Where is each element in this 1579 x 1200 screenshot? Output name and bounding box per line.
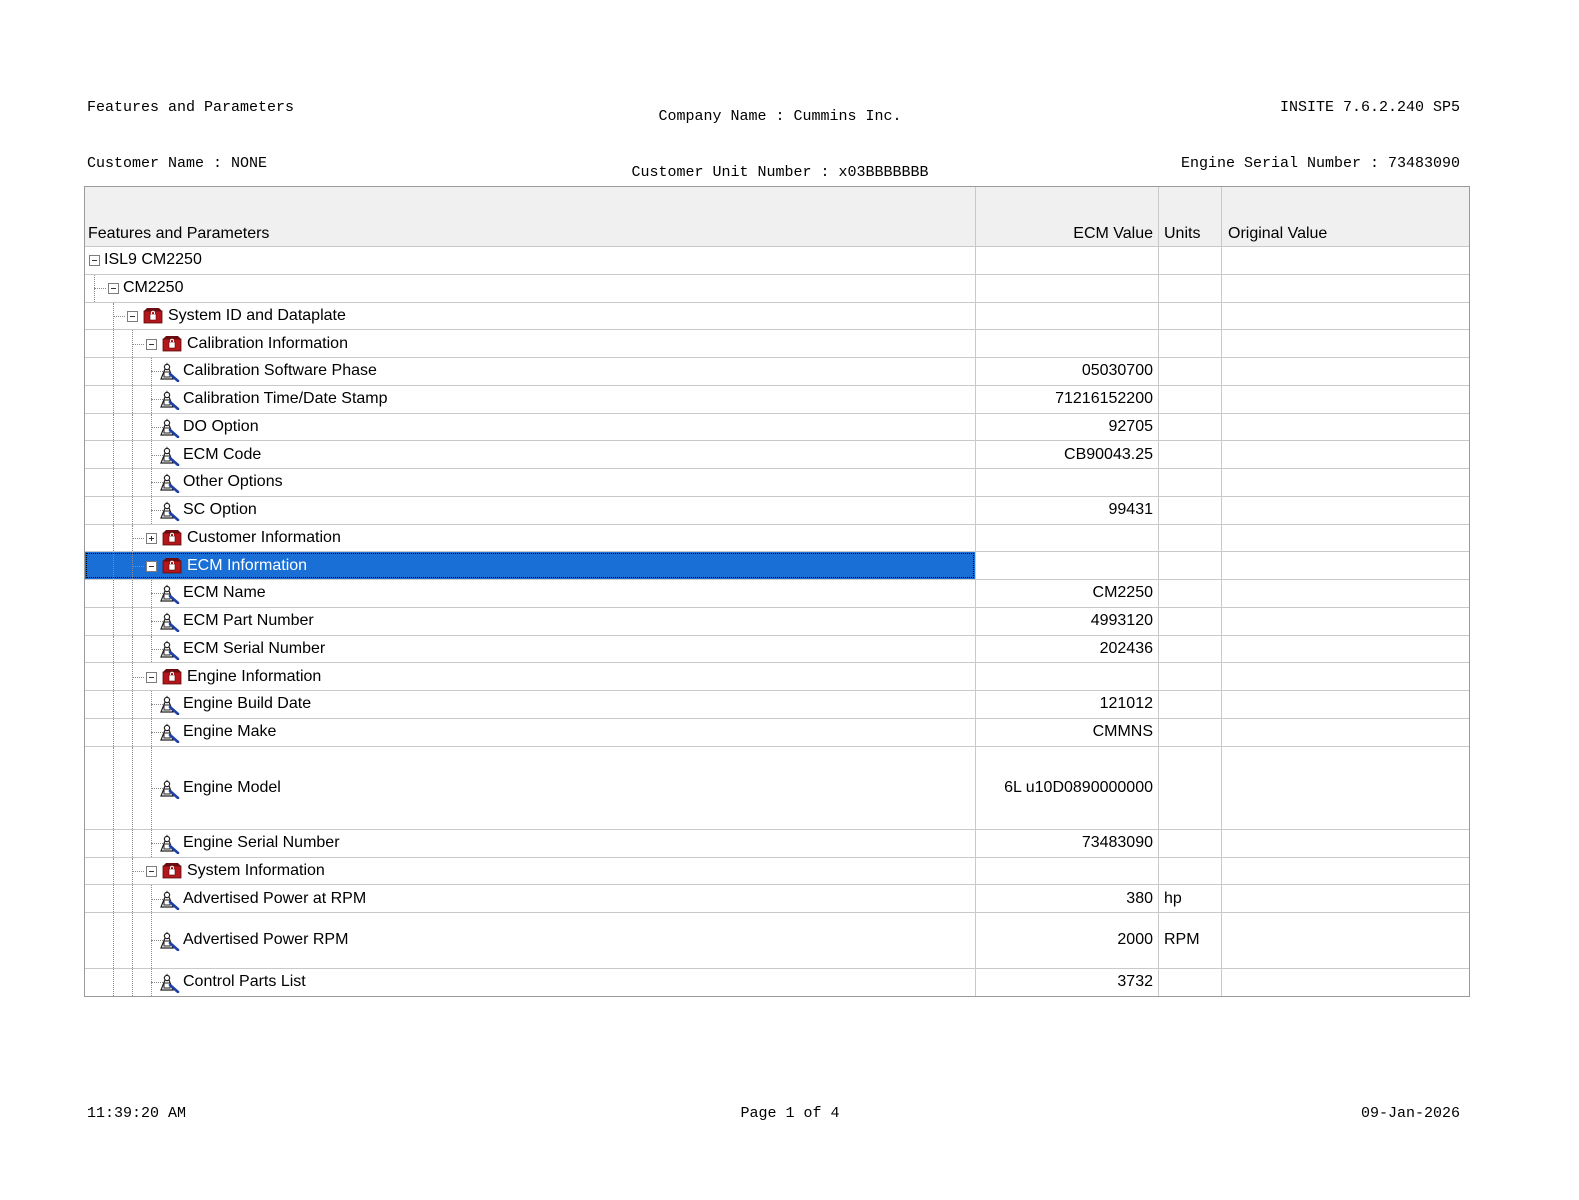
tree-guide-line xyxy=(113,414,114,441)
tree-row[interactable] xyxy=(85,247,1469,275)
units-cell xyxy=(1159,580,1222,607)
tree-branch-line xyxy=(132,677,144,678)
tree-row[interactable] xyxy=(85,275,1469,303)
original-value-cell xyxy=(1222,719,1469,746)
customer-name: Customer Name : NONE xyxy=(87,154,268,172)
tree-row[interactable] xyxy=(85,386,1469,414)
units-cell xyxy=(1159,719,1222,746)
tree-branch-line xyxy=(113,316,125,317)
tree-row[interactable] xyxy=(85,330,1469,358)
tree-guide-line xyxy=(113,913,114,968)
tree-row[interactable] xyxy=(85,719,1469,747)
parameter-icon xyxy=(158,360,180,382)
units-cell xyxy=(1159,858,1222,885)
tree-guide-line xyxy=(132,608,133,635)
ecm-value-cell: 202436 xyxy=(976,636,1159,663)
tree-node-cell[interactable] xyxy=(85,358,976,385)
ecm-value-cell: 73483090 xyxy=(976,830,1159,857)
tree-node-label: Advertised Power at RPM xyxy=(183,889,367,907)
original-value-cell xyxy=(1222,691,1469,718)
tree-node-cell[interactable] xyxy=(85,441,976,468)
units-cell xyxy=(1159,525,1222,552)
ecm-value-cell: 380 xyxy=(976,885,1159,912)
tree-node-label: ISL9 CM2250 xyxy=(104,251,202,269)
ecm-value-cell: CM2250 xyxy=(976,580,1159,607)
units-cell xyxy=(1159,441,1222,468)
column-header-name[interactable]: Features and Parameters xyxy=(85,187,976,246)
parameter-icon xyxy=(158,971,180,993)
original-value-cell xyxy=(1222,636,1469,663)
tree-branch-line xyxy=(132,871,144,872)
tree-node-cell[interactable] xyxy=(85,663,976,690)
tree-node-cell[interactable] xyxy=(85,580,976,607)
tree-row[interactable] xyxy=(85,969,1469,997)
ecm-value-cell: 3732 xyxy=(976,969,1159,997)
company-name: Company Name : Cummins Inc. xyxy=(658,108,902,125)
tree-node-label: Other Options xyxy=(183,473,283,491)
tree-guide-line xyxy=(113,441,114,468)
original-value-cell xyxy=(1222,969,1469,997)
insite-version: INSITE 7.6.2.240 SP5 xyxy=(1279,99,1460,116)
tree-row[interactable] xyxy=(85,580,1469,608)
ecm-value-cell: 99431 xyxy=(976,497,1159,524)
ecm-value-cell xyxy=(976,552,1159,579)
collapse-toggle-icon[interactable] xyxy=(127,311,138,322)
tree-node-label: Control Parts List xyxy=(183,973,306,991)
tree-row[interactable] xyxy=(85,414,1469,442)
original-value-cell xyxy=(1222,358,1469,385)
units-cell xyxy=(1159,330,1222,357)
original-value-cell xyxy=(1222,441,1469,468)
tree-guide-line xyxy=(113,719,114,746)
tree-guide-line xyxy=(132,414,133,441)
engine-serial-number: Engine Serial Number : 73483090 xyxy=(1180,154,1460,172)
footer-time: 11:39:20 AM xyxy=(87,1105,187,1122)
original-value-cell xyxy=(1222,663,1469,690)
footer-date: 09-Jan-2026 xyxy=(1360,1105,1460,1122)
units-cell xyxy=(1159,358,1222,385)
tree-node-label: Engine Information xyxy=(187,667,322,685)
tree-row[interactable] xyxy=(85,441,1469,469)
units-cell xyxy=(1159,414,1222,441)
tree-guide-line xyxy=(113,969,114,997)
tree-node-label: System ID and Dataplate xyxy=(168,306,346,324)
column-header-ecm-value[interactable]: ECM Value xyxy=(976,187,1159,246)
tree-node-label: Calibration Time/Date Stamp xyxy=(183,390,388,408)
tree-guide-line xyxy=(132,386,133,413)
tree-guide-line xyxy=(113,663,114,690)
units-cell xyxy=(1159,469,1222,496)
original-value-cell xyxy=(1222,303,1469,330)
original-value-cell xyxy=(1222,525,1469,552)
collapse-toggle-icon[interactable] xyxy=(108,283,119,294)
tree-node-cell[interactable] xyxy=(85,636,976,663)
parameter-icon xyxy=(158,388,180,410)
tree-guide-line xyxy=(113,691,114,718)
tree-node-cell[interactable] xyxy=(85,275,976,302)
original-value-cell xyxy=(1222,580,1469,607)
tree-row[interactable] xyxy=(85,913,1469,969)
tree-node-label: ECM Serial Number xyxy=(183,639,326,657)
tree-node-cell[interactable] xyxy=(85,719,976,746)
units-cell xyxy=(1159,747,1222,829)
ecm-value-cell: 121012 xyxy=(976,691,1159,718)
tree-guide-line xyxy=(132,580,133,607)
tree-node-cell[interactable] xyxy=(85,552,976,579)
parameter-icon xyxy=(158,638,180,660)
units-cell xyxy=(1159,275,1222,302)
tree-guide-line xyxy=(113,747,114,829)
collapse-toggle-icon[interactable] xyxy=(146,866,157,877)
locked-folder-icon xyxy=(162,667,182,685)
tree-row[interactable] xyxy=(85,303,1469,331)
tree-row[interactable] xyxy=(85,691,1469,719)
tree-branch-line xyxy=(132,566,144,567)
tree-guide-line xyxy=(132,358,133,385)
parameter-icon xyxy=(158,499,180,521)
parameter-icon xyxy=(158,721,180,743)
tree-node-cell[interactable] xyxy=(85,414,976,441)
tree-node-label: SC Option xyxy=(183,501,257,519)
tree-row[interactable] xyxy=(85,858,1469,886)
original-value-cell xyxy=(1222,885,1469,912)
tree-row[interactable] xyxy=(85,663,1469,691)
tree-node-cell[interactable] xyxy=(85,691,976,718)
tree-guide-line xyxy=(113,636,114,663)
collapse-toggle-icon[interactable] xyxy=(146,339,157,350)
units-cell xyxy=(1159,969,1222,997)
tree-guide-line xyxy=(113,885,114,912)
tree-row[interactable] xyxy=(85,830,1469,858)
units-cell xyxy=(1159,497,1222,524)
ecm-value-cell: 2000 xyxy=(976,913,1159,968)
tree-node-label: ECM Code xyxy=(183,445,262,463)
ecm-value-cell xyxy=(976,663,1159,690)
tree-node-cell[interactable] xyxy=(85,747,976,829)
tree-row[interactable] xyxy=(85,552,1469,580)
expand-toggle-icon[interactable] xyxy=(146,533,157,544)
parameter-icon xyxy=(158,777,180,799)
grid-body xyxy=(85,247,1469,996)
locked-folder-icon xyxy=(162,861,182,879)
tree-node-label: System Information xyxy=(187,861,325,879)
tree-branch-line xyxy=(132,538,144,539)
tree-guide-line xyxy=(132,441,133,468)
tree-node-label: ECM Part Number xyxy=(183,612,314,630)
tree-guide-line xyxy=(113,552,114,579)
parameter-icon xyxy=(158,610,180,632)
tree-branch-line xyxy=(132,344,144,345)
tree-row[interactable] xyxy=(85,885,1469,913)
tree-node-cell[interactable] xyxy=(85,525,976,552)
tree-branch-line xyxy=(94,288,106,289)
tree-guide-line xyxy=(113,525,114,552)
ecm-value-cell: CB90043.25 xyxy=(976,441,1159,468)
tree-node-label: DO Option xyxy=(183,417,259,435)
tree-guide-line xyxy=(113,580,114,607)
units-cell xyxy=(1159,303,1222,330)
grid-header-row xyxy=(85,187,1469,247)
tree-node-cell[interactable] xyxy=(85,885,976,912)
parameter-icon xyxy=(158,888,180,910)
ecm-value-cell xyxy=(976,330,1159,357)
features-parameters-grid xyxy=(84,186,1470,997)
tree-guide-line xyxy=(132,691,133,718)
customer-unit-number: Customer Unit Number : x03BBBBBBB xyxy=(631,163,929,181)
original-value-cell xyxy=(1222,497,1469,524)
original-value-cell xyxy=(1222,414,1469,441)
parameter-icon xyxy=(158,416,180,438)
ecm-value-cell xyxy=(976,469,1159,496)
tree-row[interactable] xyxy=(85,358,1469,386)
original-value-cell xyxy=(1222,275,1469,302)
units-cell: hp xyxy=(1159,885,1222,912)
tree-node-cell[interactable] xyxy=(85,469,976,496)
column-header-original-value[interactable]: Original Value xyxy=(1228,225,1328,242)
collapse-toggle-icon[interactable] xyxy=(146,672,157,683)
tree-node-cell[interactable] xyxy=(85,913,976,968)
tree-guide-line xyxy=(132,913,133,968)
tree-node-label: Engine Make xyxy=(183,723,277,741)
tree-guide-line xyxy=(113,497,114,524)
tree-node-cell[interactable] xyxy=(85,386,976,413)
ecm-value-cell: 6L u10D0890000000 xyxy=(976,747,1159,829)
original-value-cell xyxy=(1222,913,1469,968)
tree-guide-line xyxy=(132,747,133,829)
units-cell xyxy=(1159,247,1222,274)
original-value-cell xyxy=(1222,469,1469,496)
tree-guide-line xyxy=(113,386,114,413)
tree-node-cell[interactable] xyxy=(85,247,976,274)
tree-node-label: Calibration Information xyxy=(187,334,348,352)
tree-row[interactable] xyxy=(85,636,1469,664)
parameter-icon xyxy=(158,929,180,951)
tree-node-label: Engine Build Date xyxy=(183,695,312,713)
units-cell xyxy=(1159,386,1222,413)
parameter-icon xyxy=(158,832,180,854)
tree-guide-line xyxy=(113,608,114,635)
tree-guide-line xyxy=(132,636,133,663)
tree-guide-line xyxy=(113,358,114,385)
original-value-cell xyxy=(1222,552,1469,579)
tree-guide-line xyxy=(132,830,133,857)
parameter-icon xyxy=(158,444,180,466)
original-value-cell xyxy=(1222,608,1469,635)
header-center xyxy=(520,71,1040,201)
original-value-cell xyxy=(1222,386,1469,413)
tree-node-cell[interactable] xyxy=(85,330,976,357)
parameter-icon xyxy=(158,582,180,604)
original-value-cell xyxy=(1222,330,1469,357)
ecm-value-cell: CMMNS xyxy=(976,719,1159,746)
tree-guide-line xyxy=(132,469,133,496)
tree-node-cell[interactable] xyxy=(85,608,976,635)
units-cell xyxy=(1159,691,1222,718)
ecm-value-cell: 71216152200 xyxy=(976,386,1159,413)
tree-node-cell[interactable] xyxy=(85,858,976,885)
ecm-value-cell xyxy=(976,247,1159,274)
ecm-value-cell xyxy=(976,525,1159,552)
ecm-value-cell: 4993120 xyxy=(976,608,1159,635)
units-cell xyxy=(1159,830,1222,857)
tree-guide-line xyxy=(113,858,114,885)
footer-page-number: Page 1 of 4 xyxy=(740,1105,840,1122)
locked-folder-icon xyxy=(162,556,182,574)
tree-row[interactable] xyxy=(85,747,1469,830)
units-cell: RPM xyxy=(1159,913,1222,968)
column-header-units[interactable]: Units xyxy=(1159,187,1222,246)
ecm-value-cell xyxy=(976,858,1159,885)
tree-node-label: ECM Name xyxy=(183,584,266,602)
collapse-toggle-icon[interactable] xyxy=(89,255,100,266)
tree-node-cell[interactable] xyxy=(85,830,976,857)
tree-row[interactable] xyxy=(85,608,1469,636)
tree-guide-line xyxy=(132,719,133,746)
original-value-cell xyxy=(1222,247,1469,274)
tree-guide-line xyxy=(132,497,133,524)
tree-guide-line xyxy=(132,969,133,997)
units-cell xyxy=(1159,636,1222,663)
tree-node-label: Engine Serial Number xyxy=(183,834,340,852)
original-value-cell xyxy=(1222,747,1469,829)
original-value-cell xyxy=(1222,830,1469,857)
parameter-icon xyxy=(158,471,180,493)
collapse-toggle-icon[interactable] xyxy=(146,561,157,572)
tree-row[interactable] xyxy=(85,525,1469,553)
units-cell xyxy=(1159,608,1222,635)
tree-node-label: Engine Model xyxy=(183,778,281,796)
ecm-value-cell: 92705 xyxy=(976,414,1159,441)
tree-guide-line xyxy=(113,469,114,496)
parameter-icon xyxy=(158,693,180,715)
locked-folder-icon xyxy=(143,306,163,324)
tree-guide-line xyxy=(132,885,133,912)
tree-node-label: Calibration Software Phase xyxy=(183,362,377,380)
tree-node-label: Advertised Power RPM xyxy=(183,931,349,949)
original-value-cell xyxy=(1222,858,1469,885)
tree-guide-line xyxy=(113,330,114,357)
locked-folder-icon xyxy=(162,528,182,546)
units-cell xyxy=(1159,663,1222,690)
tree-node-cell[interactable] xyxy=(85,497,976,524)
tree-guide-line xyxy=(113,830,114,857)
ecm-value-cell: 05030700 xyxy=(976,358,1159,385)
tree-node-label: ECM Information xyxy=(187,556,308,574)
locked-folder-icon xyxy=(162,334,182,352)
units-cell xyxy=(1159,552,1222,579)
report-title: Features and Parameters xyxy=(87,99,295,116)
tree-node-cell[interactable] xyxy=(85,969,976,997)
tree-node-label: CM2250 xyxy=(123,279,184,297)
tree-row[interactable] xyxy=(85,497,1469,525)
tree-node-label: Customer Information xyxy=(187,528,341,546)
ecm-value-cell xyxy=(976,303,1159,330)
ecm-value-cell xyxy=(976,275,1159,302)
tree-node-cell[interactable] xyxy=(85,303,976,330)
tree-row[interactable] xyxy=(85,469,1469,497)
